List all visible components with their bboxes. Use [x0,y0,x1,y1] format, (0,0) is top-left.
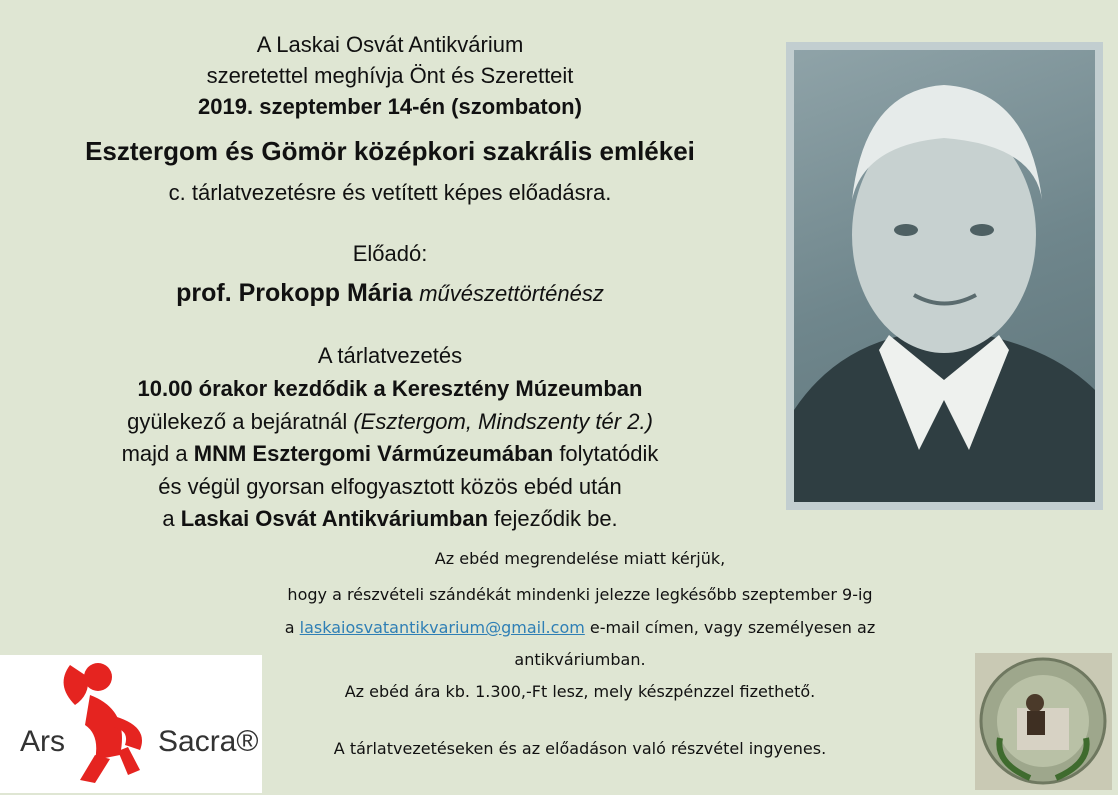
free-line: A tárlatvezetéseken és az előadáson való részvétel ingyenes. [333,739,827,758]
price-line: Az ebéd ára kb. 1.300,-Ft lesz, mely készpénzzel fizethető. [344,682,816,701]
end-place: Laskai Osvát Antikváriumban [180,506,489,531]
ars-word: Ars [20,725,65,758]
end-pre: a [162,506,175,531]
portrait-illustration [794,50,1095,502]
rsvp-post: e-mail címen, vagy személyesen az [589,618,876,637]
email-link[interactable]: laskaiosvatantikvarium@gmail.com [299,618,585,637]
tour-intro: A tárlatvezetés [317,343,463,368]
rsvp-line2: hogy a részvételi szándékát mindenki jelezze legkésőbb szeptember 9-ig [287,585,873,604]
lunch-line: és végül gyorsan elfogyasztott közös ebéd után [158,474,622,499]
rsvp-line3 [175,618,985,637]
end-post: fejeződik be. [494,506,618,531]
ars-sacra-logo [0,655,262,793]
tour-start: 10.00 órakor kezdődik a Keresztény Múzeumban [137,376,643,401]
cont-place: MNM Esztergomi Vármúzeumában [193,441,554,466]
cont-pre: majd a [121,441,188,466]
sacra-word: Sacra® [158,725,259,758]
event-date: 2019. szeptember 14-én (szombaton) [198,94,582,119]
portrait-frame [786,42,1103,510]
presenter-label: Előadó: [352,241,428,266]
organizer-line: A Laskai Osvát Antikvárium [256,32,524,57]
portrait-photo [794,50,1095,502]
ending [0,506,780,532]
seal-icon [975,653,1112,790]
meet-place: (Esztergom, Mindszenty tér 2.) [353,409,653,434]
meeting-point [0,409,780,435]
rsvp-pre: a [284,618,295,637]
event-subtitle: c. tárlatvezetésre és vetített képes előadásra. [168,180,612,205]
event-title: Esztergom és Gömör középkori szakrális emlékei [85,136,695,166]
presenter-role: művészettörténész [419,281,604,306]
presenter-name: prof. Prokopp Mária [176,279,413,307]
rsvp-line1: Az ebéd megrendelése miatt kérjük, [434,549,726,568]
presenter [0,279,780,308]
angel-icon [0,655,262,793]
rsvp-line4: antikváriumban. [514,650,646,669]
meet-text: gyülekező a bejáratnál [127,409,348,434]
continuation [0,441,780,467]
invite-line: szeretettel meghívja Önt és Szeretteit [206,63,574,88]
cont-post: folytatódik [559,441,659,466]
antikvarium-seal-logo [975,653,1112,790]
